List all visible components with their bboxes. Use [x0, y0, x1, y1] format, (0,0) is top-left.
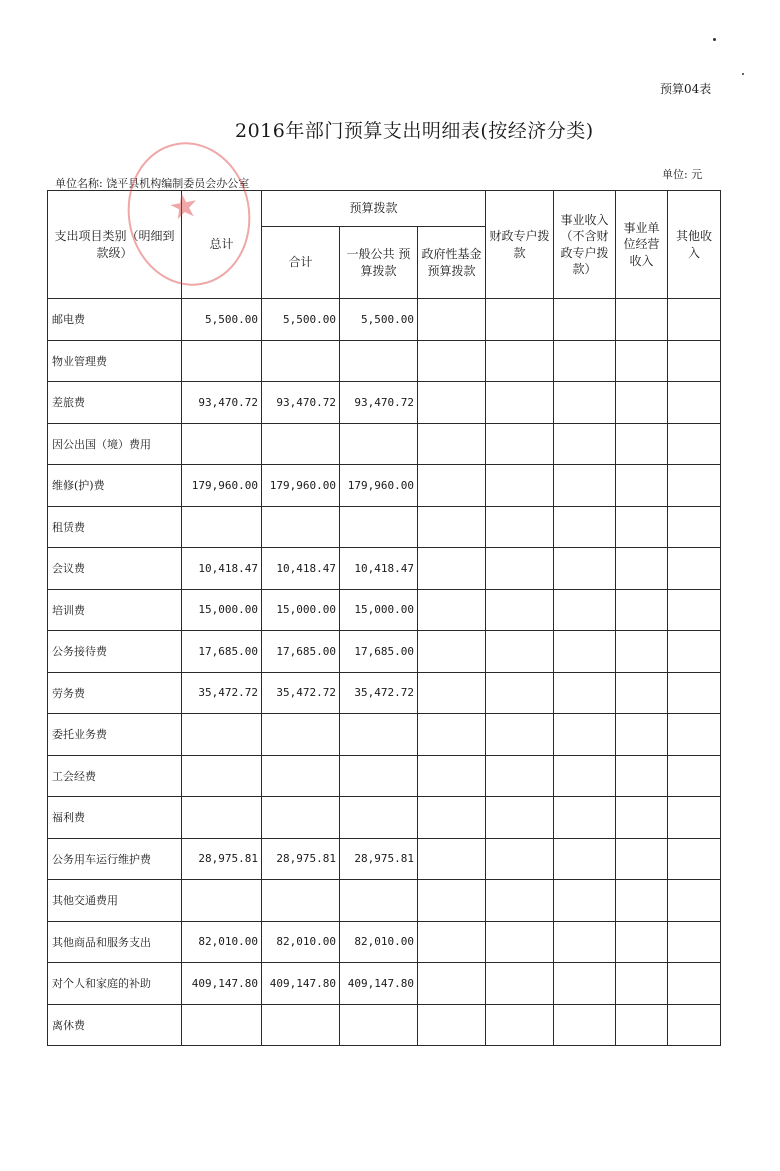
subtotal-cell: 10,418.47: [262, 548, 340, 590]
fiscal-special-cell: [486, 589, 554, 631]
table-row: [48, 1004, 721, 1046]
category-cell: 维修(护)费: [48, 465, 182, 507]
total-cell: 17,685.00: [182, 631, 262, 673]
business-income-cell: [554, 465, 616, 507]
header-gov-fund: 政府性基金预算拨款: [418, 227, 486, 299]
business-income-cell: [554, 880, 616, 922]
subtotal-cell: 409,147.80: [262, 963, 340, 1005]
business-operating-cell: [616, 548, 668, 590]
fiscal-special-cell: [486, 755, 554, 797]
total-cell: 10,418.47: [182, 548, 262, 590]
gov-fund-cell: [418, 423, 486, 465]
general-public-cell: 409,147.80: [340, 963, 418, 1005]
total-cell: [182, 755, 262, 797]
business-income-cell: [554, 963, 616, 1005]
total-cell: 409,147.80: [182, 963, 262, 1005]
table-row: [48, 963, 721, 1005]
general-public-cell: [340, 755, 418, 797]
general-public-cell: [340, 880, 418, 922]
general-public-cell: 93,470.72: [340, 382, 418, 424]
general-public-cell: 10,418.47: [340, 548, 418, 590]
subtotal-cell: [262, 1004, 340, 1046]
subtotal-cell: 82,010.00: [262, 921, 340, 963]
table-row: [48, 423, 721, 465]
business-operating-cell: [616, 1004, 668, 1046]
business-income-cell: [554, 631, 616, 673]
total-cell: [182, 1004, 262, 1046]
gov-fund-cell: [418, 465, 486, 507]
header-budget-subtotal: 合计: [262, 227, 340, 299]
subtotal-cell: [262, 340, 340, 382]
table-row: [48, 880, 721, 922]
table-row: [48, 340, 721, 382]
other-income-cell: [668, 589, 721, 631]
form-number: 预算04表: [660, 82, 712, 96]
subtotal-cell: [262, 423, 340, 465]
general-public-cell: 28,975.81: [340, 838, 418, 880]
category-cell: 劳务费: [48, 672, 182, 714]
business-income-cell: [554, 548, 616, 590]
business-income-cell: [554, 423, 616, 465]
gov-fund-cell: [418, 714, 486, 756]
fiscal-special-cell: [486, 340, 554, 382]
business-operating-cell: [616, 880, 668, 922]
business-operating-cell: [616, 921, 668, 963]
fiscal-special-cell: [486, 382, 554, 424]
general-public-cell: [340, 506, 418, 548]
gov-fund-cell: [418, 755, 486, 797]
header-category: 支出项目类别（明细到款级）: [48, 191, 182, 299]
header-business-income: 事业收入（不含财政专户拨款）: [554, 191, 616, 299]
business-income-cell: [554, 838, 616, 880]
gov-fund-cell: [418, 838, 486, 880]
header-business-operating: 事业单位经营收入: [616, 191, 668, 299]
other-income-cell: [668, 465, 721, 507]
total-cell: 179,960.00: [182, 465, 262, 507]
general-public-cell: 82,010.00: [340, 921, 418, 963]
gov-fund-cell: [418, 548, 486, 590]
business-income-cell: [554, 797, 616, 839]
category-cell: 离休费: [48, 1004, 182, 1046]
unit-label: 单位: 元: [662, 168, 703, 181]
other-income-cell: [668, 838, 721, 880]
organization-label: 单位名称: 饶平县机构编制委员会办公室: [55, 177, 250, 190]
total-cell: [182, 506, 262, 548]
header-general-public: 一般公共 预算拨款: [340, 227, 418, 299]
total-cell: [182, 423, 262, 465]
gov-fund-cell: [418, 797, 486, 839]
star-icon: ★: [165, 184, 203, 230]
other-income-cell: [668, 963, 721, 1005]
subtotal-cell: [262, 880, 340, 922]
business-income-cell: [554, 672, 616, 714]
category-cell: 租赁费: [48, 506, 182, 548]
gov-fund-cell: [418, 506, 486, 548]
category-cell: 委托业务费: [48, 714, 182, 756]
total-cell: 35,472.72: [182, 672, 262, 714]
table-row: [48, 465, 721, 507]
business-income-cell: [554, 714, 616, 756]
category-cell: 培训费: [48, 589, 182, 631]
gov-fund-cell: [418, 589, 486, 631]
table-row: [48, 506, 721, 548]
business-income-cell: [554, 340, 616, 382]
general-public-cell: 15,000.00: [340, 589, 418, 631]
general-public-cell: 35,472.72: [340, 672, 418, 714]
category-cell: 其他商品和服务支出: [48, 921, 182, 963]
table-row: [48, 548, 721, 590]
subtotal-cell: 5,500.00: [262, 299, 340, 341]
other-income-cell: [668, 714, 721, 756]
total-cell: [182, 714, 262, 756]
subtotal-cell: [262, 755, 340, 797]
business-operating-cell: [616, 340, 668, 382]
total-cell: 5,500.00: [182, 299, 262, 341]
total-cell: 93,470.72: [182, 382, 262, 424]
gov-fund-cell: [418, 631, 486, 673]
category-cell: 对个人和家庭的补助: [48, 963, 182, 1005]
total-cell: [182, 797, 262, 839]
business-income-cell: [554, 1004, 616, 1046]
fiscal-special-cell: [486, 963, 554, 1005]
scan-speck: [713, 38, 716, 41]
fiscal-special-cell: [486, 921, 554, 963]
category-cell: 其他交通费用: [48, 880, 182, 922]
business-operating-cell: [616, 797, 668, 839]
business-operating-cell: [616, 465, 668, 507]
category-cell: 公务接待费: [48, 631, 182, 673]
other-income-cell: [668, 548, 721, 590]
general-public-cell: [340, 1004, 418, 1046]
other-income-cell: [668, 797, 721, 839]
gov-fund-cell: [418, 880, 486, 922]
subtotal-cell: 93,470.72: [262, 382, 340, 424]
category-cell: 福利费: [48, 797, 182, 839]
subtotal-cell: [262, 797, 340, 839]
subtotal-cell: 179,960.00: [262, 465, 340, 507]
category-cell: 会议费: [48, 548, 182, 590]
subtotal-cell: 17,685.00: [262, 631, 340, 673]
business-operating-cell: [616, 382, 668, 424]
general-public-cell: [340, 423, 418, 465]
total-cell: [182, 880, 262, 922]
subtotal-cell: [262, 714, 340, 756]
business-operating-cell: [616, 506, 668, 548]
business-operating-cell: [616, 714, 668, 756]
table-row: [48, 755, 721, 797]
total-cell: 15,000.00: [182, 589, 262, 631]
gov-fund-cell: [418, 340, 486, 382]
table-row: [48, 714, 721, 756]
business-income-cell: [554, 382, 616, 424]
fiscal-special-cell: [486, 465, 554, 507]
business-operating-cell: [616, 672, 668, 714]
category-cell: 工会经费: [48, 755, 182, 797]
subtotal-cell: 35,472.72: [262, 672, 340, 714]
gov-fund-cell: [418, 672, 486, 714]
other-income-cell: [668, 423, 721, 465]
category-cell: 公务用车运行维护费: [48, 838, 182, 880]
table-row: [48, 838, 721, 880]
business-operating-cell: [616, 299, 668, 341]
other-income-cell: [668, 299, 721, 341]
table-row: [48, 797, 721, 839]
budget-expense-table: [47, 190, 721, 1046]
other-income-cell: [668, 506, 721, 548]
other-income-cell: [668, 1004, 721, 1046]
fiscal-special-cell: [486, 797, 554, 839]
table-row: [48, 672, 721, 714]
other-income-cell: [668, 672, 721, 714]
fiscal-special-cell: [486, 838, 554, 880]
fiscal-special-cell: [486, 714, 554, 756]
business-income-cell: [554, 506, 616, 548]
gov-fund-cell: [418, 921, 486, 963]
category-cell: 物业管理费: [48, 340, 182, 382]
other-income-cell: [668, 631, 721, 673]
business-income-cell: [554, 755, 616, 797]
general-public-cell: [340, 714, 418, 756]
business-operating-cell: [616, 755, 668, 797]
other-income-cell: [668, 755, 721, 797]
header-total: 总计: [182, 191, 262, 299]
business-operating-cell: [616, 963, 668, 1005]
business-operating-cell: [616, 589, 668, 631]
category-cell: 因公出国（境）费用: [48, 423, 182, 465]
general-public-cell: 179,960.00: [340, 465, 418, 507]
subtotal-cell: 15,000.00: [262, 589, 340, 631]
other-income-cell: [668, 880, 721, 922]
scan-speck: [742, 73, 744, 75]
gov-fund-cell: [418, 963, 486, 1005]
subtotal-cell: [262, 506, 340, 548]
category-cell: 差旅费: [48, 382, 182, 424]
fiscal-special-cell: [486, 1004, 554, 1046]
gov-fund-cell: [418, 382, 486, 424]
business-income-cell: [554, 589, 616, 631]
category-cell: 邮电费: [48, 299, 182, 341]
business-operating-cell: [616, 423, 668, 465]
fiscal-special-cell: [486, 548, 554, 590]
header-budget-group: 预算拨款: [262, 191, 486, 227]
other-income-cell: [668, 921, 721, 963]
header-other-income: 其他收入: [668, 191, 721, 299]
gov-fund-cell: [418, 1004, 486, 1046]
business-income-cell: [554, 921, 616, 963]
other-income-cell: [668, 382, 721, 424]
fiscal-special-cell: [486, 423, 554, 465]
total-cell: 82,010.00: [182, 921, 262, 963]
general-public-cell: 5,500.00: [340, 299, 418, 341]
fiscal-special-cell: [486, 506, 554, 548]
table-body: [48, 299, 721, 1046]
gov-fund-cell: [418, 299, 486, 341]
header-fiscal-special: 财政专户拨款: [486, 191, 554, 299]
total-cell: [182, 340, 262, 382]
general-public-cell: 17,685.00: [340, 631, 418, 673]
subtotal-cell: 28,975.81: [262, 838, 340, 880]
table-row: [48, 589, 721, 631]
business-income-cell: [554, 299, 616, 341]
fiscal-special-cell: [486, 880, 554, 922]
table-row: [48, 631, 721, 673]
table-row: [48, 921, 721, 963]
fiscal-special-cell: [486, 672, 554, 714]
fiscal-special-cell: [486, 299, 554, 341]
business-operating-cell: [616, 631, 668, 673]
general-public-cell: [340, 340, 418, 382]
fiscal-special-cell: [486, 631, 554, 673]
other-income-cell: [668, 340, 721, 382]
page-title: 2016年部门预算支出明细表(按经济分类): [235, 120, 594, 142]
table-row: [48, 382, 721, 424]
total-cell: 28,975.81: [182, 838, 262, 880]
general-public-cell: [340, 797, 418, 839]
business-operating-cell: [616, 838, 668, 880]
table-row: [48, 299, 721, 341]
